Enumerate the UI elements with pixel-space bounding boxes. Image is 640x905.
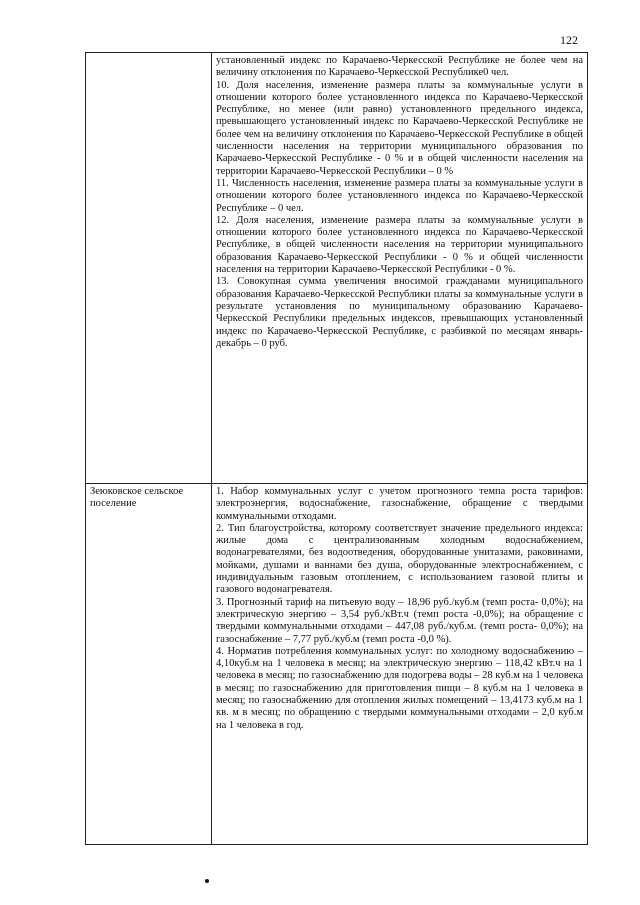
municipality-cell xyxy=(86,53,212,484)
indicator-paragraph: 2. Тип благоустройства, которому соответствует значение предельного индекса: жилые дома с централизованным холодным водоснабжением, водонагревателями, без водоотведения, оборудованные унитазами, раковинами, мойками, душами и ваннами без душа, оборудованные электроснабжением, с индивидуальным газовым отоплением, с использованием газовой плиты и газового водонагревателя. xyxy=(216,522,583,596)
indicator-paragraph: 1. Набор коммунальных услуг с учетом прогнозного темпа роста тарифов: электроэнергия, водоснабжение, газоснабжение, обращение с твердыми коммунальными отходами. xyxy=(216,486,583,522)
page-number: 122 xyxy=(560,33,578,47)
table-row xyxy=(86,53,588,484)
indicator-paragraph: 3. Прогнозный тариф на питьевую воду – 18,96 руб./куб.м (темп роста- 0,0%); на электрическую энергию – 3,54 руб./кВт.ч (темп роста -0,0%); на обращение с твердыми коммунальными отходами – 447,08 руб./куб.м. (темп роста- 0,0%); на газоснабжение – 7,77 руб./куб.м (темп роста -0,0 %). xyxy=(216,596,583,645)
municipality-cell: Зеюковское сельское поселение xyxy=(86,484,212,845)
document-table xyxy=(85,52,588,845)
indicator-paragraph: 11. Численность населения, изменение размера платы за коммунальные услуги в отношении которого более установленного индекса по Карачаево-Черкесской Республике – 0 чел. xyxy=(216,177,583,214)
indicators-cell xyxy=(212,53,588,484)
indicator-paragraph: 13. Совокупная сумма увеличения вносимой гражданами муниципального образования Карачаево-Черкесской Республики платы за коммунальные услуги в результате установления по муниципальному образованию Карачаево-Черкесской Республики предельных индексов, превышающих установленный индекс по Карачаево-Черкесской Республике, с разбивкой по месяцам январь-декабрь – 0 руб. xyxy=(216,276,583,349)
indicator-paragraph: 10. Доля населения, изменение размера платы за коммунальные услуги в отношении которого более установленного индекса по Карачаево-Черкесской Республике, но менее (или равно) установленного предельного индекса, превышающего установленный индекс по Карачаево-Черкесской Республике не более чем на величину отклонения по Карачаево-Черкесской Республике в общей численности населения на территории муниципального образования по Карачаево-Черкесской Республике - 0 % и в общей численности населения на территории Карачаево-Черкесской Республики – 0 % xyxy=(216,79,583,177)
indicator-paragraph: установленный индекс по Карачаево-Черкесской Республике не более чем на величину отклонения по Карачаево-Черкесской Республике0 чел. xyxy=(216,55,583,79)
stray-dot-mark xyxy=(205,879,209,883)
indicators-cell xyxy=(212,484,588,845)
indicator-paragraph: 4. Норматив потребления коммунальных услуг: по холодному водоснабжению – 4,10куб.м на 1 человека в месяц; на электрическую энергию – 118,42 кВт.ч на 1 человека в месяц; по газоснабжению для подогрева воды – 28 куб.м на 1 человека в месяц; по газоснабжению для приготовления пищи – 8 куб.м на 1 человека в месяц; по газоснабжению для отопления жилых помещений – 13,4173 куб.м на 1 кв. м в месяц; по обращению с твердыми коммунальными отходами – 2,0 куб.м на 1 человека в год. xyxy=(216,645,583,731)
table-row xyxy=(86,484,588,845)
indicator-paragraph: 12. Доля населения, изменение размера платы за коммунальные услуги в отношении которого более установленного индекса по Карачаево-Черкесской Республике, в общей численности населения на территории муниципального образования Карачаево-Черкесской Республики - 0 % и общей численности населения на территории Карачаево-Черкесской Республики - 0 %. xyxy=(216,214,583,276)
